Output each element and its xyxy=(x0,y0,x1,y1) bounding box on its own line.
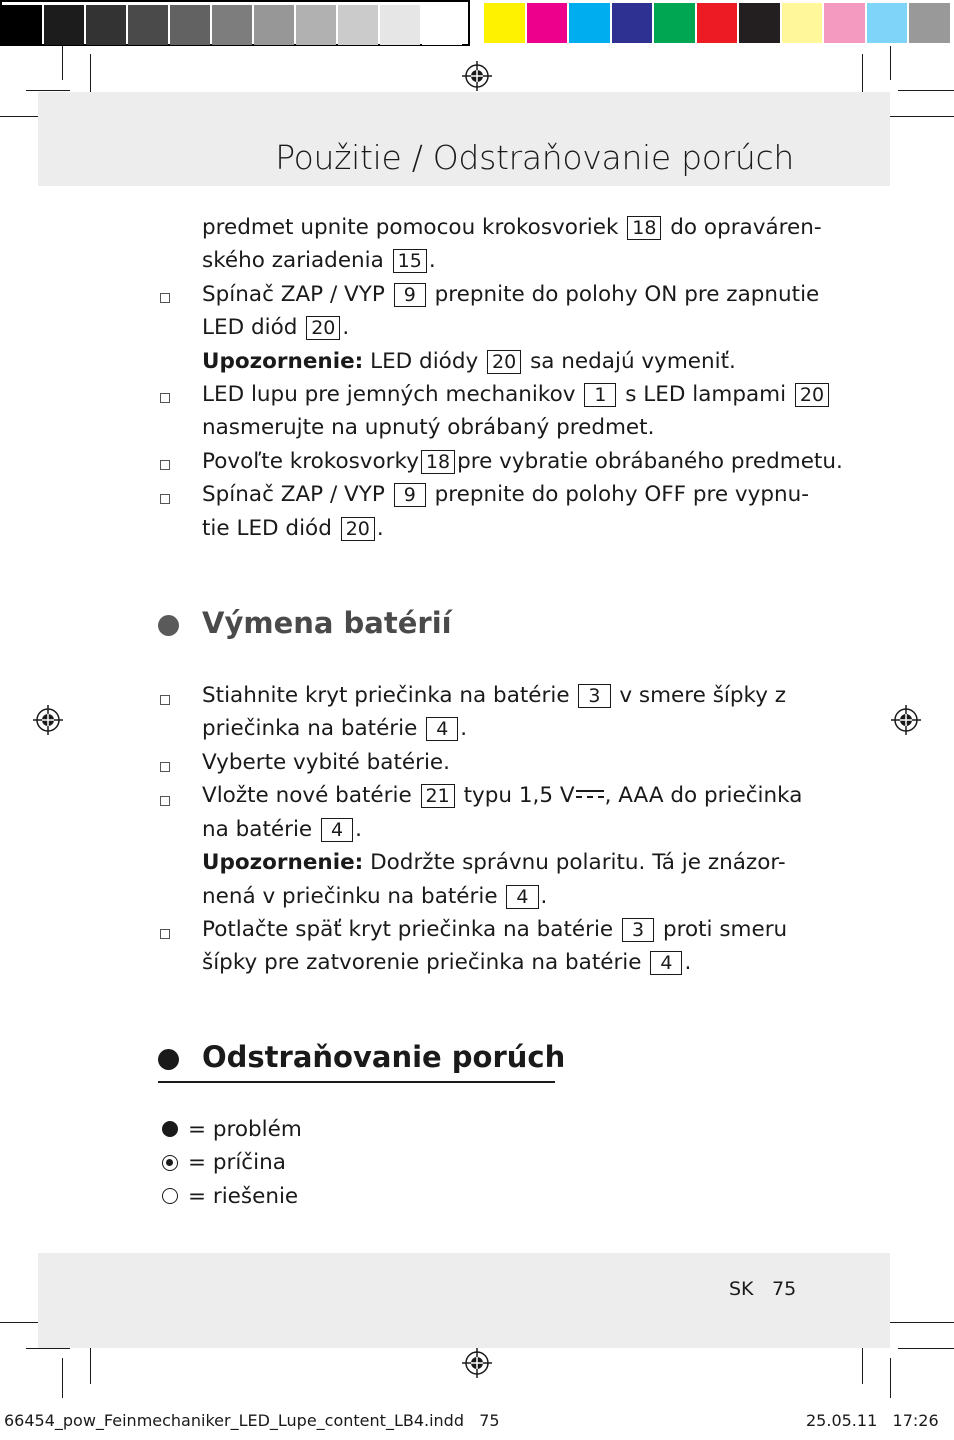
bullet-square-icon xyxy=(160,762,170,772)
text-line xyxy=(202,946,691,979)
crop-mark xyxy=(890,46,891,80)
text-line xyxy=(202,512,384,545)
section-bullet-icon xyxy=(158,615,179,636)
text: . xyxy=(428,248,436,273)
text-line xyxy=(202,746,450,779)
color-swatch xyxy=(867,3,908,43)
text: na batérie xyxy=(202,817,313,842)
text: do opraváren- xyxy=(670,215,822,240)
text-line xyxy=(202,779,802,812)
gray-swatch xyxy=(128,5,168,45)
slug-filename: 66454_pow_Feinmechaniker_LED_Lupe_content_LB4.indd 75 xyxy=(4,1411,500,1430)
text: Stiahnite kryt priečinka na batérie xyxy=(202,683,570,708)
gray-swatch xyxy=(2,5,42,45)
part-ref: 1 xyxy=(584,383,616,407)
crop-mark xyxy=(26,1348,70,1349)
crop-mark xyxy=(884,1322,954,1323)
text: nená v priečinku na batérie xyxy=(202,884,498,909)
text: . xyxy=(355,817,362,842)
part-ref: 15 xyxy=(393,249,427,273)
footer-language: SK xyxy=(729,1278,754,1300)
bullet-square-icon xyxy=(160,293,170,303)
text-line xyxy=(202,813,362,846)
text-line xyxy=(202,445,843,478)
part-ref: 20 xyxy=(306,316,340,340)
text: . xyxy=(376,516,384,541)
text-line xyxy=(202,244,436,277)
gray-swatch xyxy=(86,5,126,45)
text: LED diód xyxy=(202,315,298,340)
section-heading: Odstraňovanie porúch xyxy=(202,1040,566,1074)
crop-mark xyxy=(884,116,954,117)
solution-icon xyxy=(162,1188,178,1204)
text-line xyxy=(202,679,786,712)
part-ref: 18 xyxy=(627,216,661,240)
part-ref: 3 xyxy=(622,918,654,942)
gray-swatch xyxy=(212,5,252,45)
part-ref: 21 xyxy=(421,784,455,808)
text: LED diódy xyxy=(370,349,479,374)
bullet-square-icon xyxy=(160,796,170,806)
color-swatch xyxy=(484,3,525,43)
part-ref: 4 xyxy=(321,818,353,842)
bullet-square-icon xyxy=(160,695,170,705)
footer-band xyxy=(38,1253,890,1348)
gray-swatch xyxy=(44,5,84,45)
bullet-square-icon xyxy=(160,494,170,504)
part-ref: 4 xyxy=(650,951,682,975)
crop-mark xyxy=(898,90,954,91)
color-swatch xyxy=(782,3,823,43)
text: Dodržte správnu polaritu. Tá je znázor- xyxy=(370,850,786,875)
text-line xyxy=(202,278,819,311)
part-ref: 4 xyxy=(426,717,458,741)
text: Povoľte krokosvorky xyxy=(202,449,419,474)
text-line xyxy=(202,478,809,511)
note-label: Upozornenie: xyxy=(202,349,364,374)
text: predmet upnite pomocou krokosvoriek xyxy=(202,215,619,240)
text: . xyxy=(460,716,468,741)
crop-mark xyxy=(62,46,63,80)
part-ref: 20 xyxy=(487,350,521,374)
text-line xyxy=(202,211,822,244)
crop-mark xyxy=(62,1358,63,1398)
color-swatch xyxy=(654,3,695,43)
part-ref: 18 xyxy=(421,450,455,474)
text-line xyxy=(202,378,831,411)
registration-mark-icon xyxy=(891,705,921,735)
slug-datetime: 25.05.11 17:26 xyxy=(806,1411,939,1430)
registration-mark-icon xyxy=(462,61,492,91)
section-heading: Výmena batérií xyxy=(202,606,452,640)
problem-icon xyxy=(162,1121,178,1137)
text: Vložte nové batérie xyxy=(202,783,412,808)
text: nasmerujte na upnutý obrábaný predmet. xyxy=(202,415,655,440)
text: ského zariadenia xyxy=(202,248,384,273)
legend-cause: = príčina xyxy=(188,1150,286,1175)
color-swatch xyxy=(527,3,568,43)
heading-underline xyxy=(158,1081,555,1083)
bullet-square-icon xyxy=(160,393,170,403)
registration-mark-icon xyxy=(33,705,63,735)
note-label: Upozornenie: xyxy=(202,850,364,875)
gray-swatch xyxy=(254,5,294,45)
color-swatch xyxy=(697,3,738,43)
bullet-square-icon xyxy=(160,929,170,939)
cause-icon xyxy=(162,1155,178,1171)
part-ref: 20 xyxy=(341,517,375,541)
color-swatch xyxy=(612,3,653,43)
gray-swatch xyxy=(380,5,420,45)
legend-solution: = riešenie xyxy=(188,1184,299,1209)
text: Potlačte späť kryt priečinka na batérie xyxy=(202,917,614,942)
gray-swatch xyxy=(422,5,462,45)
text-line xyxy=(202,311,349,344)
color-swatch xyxy=(739,3,780,43)
crop-mark xyxy=(890,1358,891,1398)
legend-problem: = problém xyxy=(188,1117,302,1142)
gray-swatch xyxy=(296,5,336,45)
text-line xyxy=(202,913,787,946)
text: prepnite do polohy ON pre zapnutie xyxy=(434,282,820,307)
crop-mark xyxy=(898,1348,954,1349)
process-color-bar xyxy=(484,0,954,46)
color-swatch xyxy=(909,3,950,43)
bullet-square-icon xyxy=(160,460,170,470)
text: . xyxy=(684,950,692,975)
text: Spínač ZAP / VYP xyxy=(202,282,385,307)
part-ref: 20 xyxy=(795,383,829,407)
part-ref: 9 xyxy=(394,483,426,507)
text: proti smeru xyxy=(662,917,788,942)
text: LED lupu pre jemných mechanikov xyxy=(202,382,576,407)
text-line xyxy=(202,411,654,444)
text: tie LED diód xyxy=(202,516,332,541)
part-ref: 4 xyxy=(506,885,538,909)
text: . xyxy=(342,315,350,340)
text-line xyxy=(202,880,547,913)
color-swatch xyxy=(569,3,610,43)
text-line xyxy=(202,345,736,378)
color-swatch xyxy=(824,3,865,43)
text: priečinka na batérie xyxy=(202,716,418,741)
text: prepnite do polohy OFF pre vypnu- xyxy=(434,482,810,507)
gray-color-bar xyxy=(0,0,470,46)
text: s LED lampami xyxy=(625,382,787,407)
text: . xyxy=(540,884,548,909)
footer-page-number: 75 xyxy=(772,1278,797,1300)
text: Vyberte vybité batérie. xyxy=(202,750,450,775)
text: šípky pre zatvorenie priečinka na batérie xyxy=(202,950,642,975)
registration-mark-icon xyxy=(462,1348,492,1378)
part-ref: 9 xyxy=(394,283,426,307)
direct-current-icon xyxy=(575,789,605,803)
text: typu 1,5 V xyxy=(463,783,575,808)
text: pre vybratie obrábaného predmetu. xyxy=(457,449,843,474)
gray-swatch xyxy=(170,5,210,45)
crop-mark xyxy=(26,90,70,91)
section-bullet-icon xyxy=(158,1049,179,1070)
text: , AAA do priečinka xyxy=(604,783,803,808)
text-line xyxy=(202,712,467,745)
text: v smere šípky z xyxy=(619,683,787,708)
gray-swatch xyxy=(338,5,378,45)
text: Spínač ZAP / VYP xyxy=(202,482,385,507)
page-title: Použitie / Odstraňovanie porúch xyxy=(275,138,794,177)
part-ref: 3 xyxy=(578,684,610,708)
text-line xyxy=(202,846,786,879)
text: sa nedajú vymeniť. xyxy=(530,349,736,374)
